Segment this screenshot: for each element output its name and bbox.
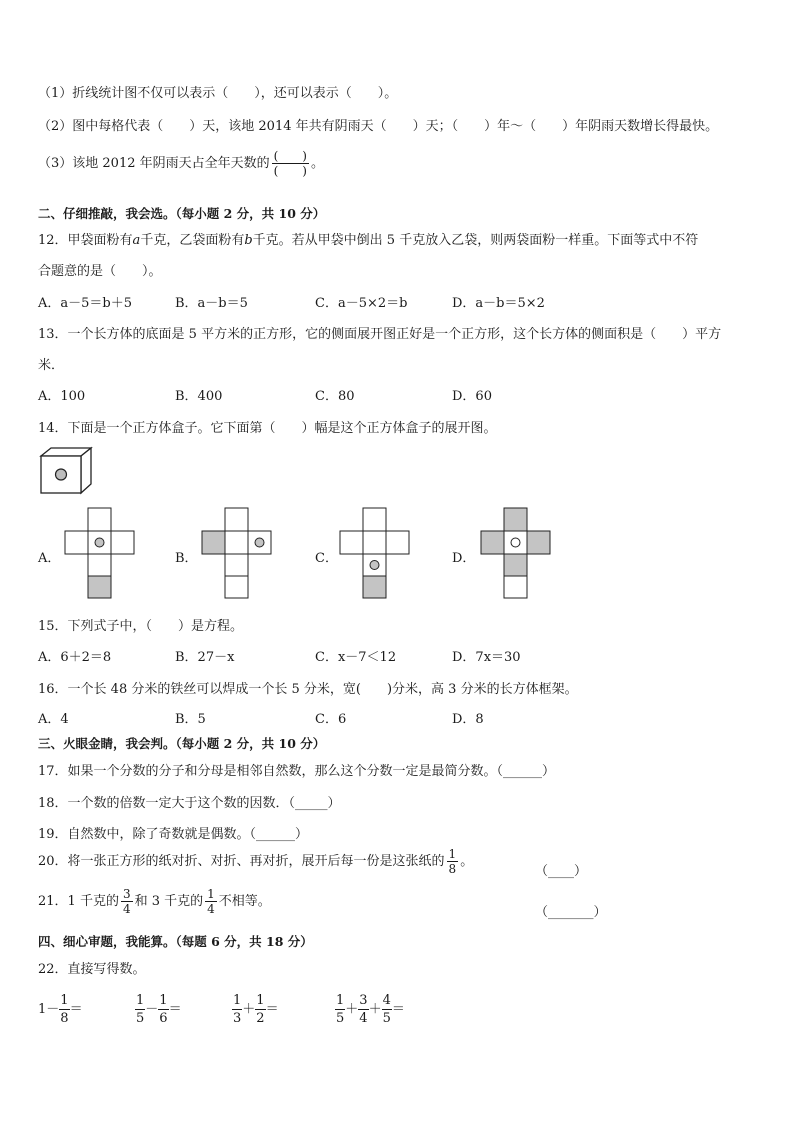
q14-option-d[interactable]: D．: [452, 551, 476, 566]
q16-option-d[interactable]: D．8: [452, 712, 484, 727]
q22-expression-4[interactable]: $\frac{1}{5}$ ＋ $\frac{3}{4}$ ＋ $\frac{4}{5}$ ＝: [336, 993, 405, 1026]
q21-answer-blank[interactable]: （_______）: [535, 905, 607, 920]
q15-option-b[interactable]: B．27－x: [175, 650, 235, 665]
q20-text: 20．将一张正方形的纸对折、对折、再对折，展开后每一份是这张纸的 $\frac{1}{8}$ 。: [38, 847, 474, 876]
section-2-heading: 二、仔细推敲，我会选。（每小题 2 分，共 10 分）: [38, 206, 326, 221]
q22-title: 22．直接写得数。: [38, 962, 146, 977]
q15-line1: 15．下列式子中，（ ）是方程。: [38, 619, 244, 634]
net-c-icon[interactable]: [339, 507, 411, 599]
q13-line2: 米．: [38, 358, 65, 373]
q12-option-b[interactable]: B．a－b＝5: [175, 296, 248, 311]
q16-option-a[interactable]: A．4: [38, 712, 69, 727]
q14-line1: 14．下面是一个正方体盒子。它下面第（ ）幅是这个正方体盒子的展开图。: [38, 421, 497, 436]
section-3-heading: 三、火眼金睛，我会判。（每小题 2 分，共 10 分）: [38, 736, 326, 751]
q15-option-c[interactable]: C．x－7＜12: [315, 650, 397, 665]
q14-option-c[interactable]: C．: [315, 551, 338, 566]
q14-option-a[interactable]: A．: [38, 551, 61, 566]
q16-line1: 16．一个长 48 分米的铁丝可以焊成一个长 5 分米，宽( )分米，高 3 分米的长方体框架。: [38, 682, 578, 697]
q15-option-d[interactable]: D．7x＝30: [452, 650, 521, 665]
q16-option-b[interactable]: B．5: [175, 712, 206, 727]
section-4-heading: 四、细心审题，我能算。（每题 6 分，共 18 分）: [38, 934, 313, 949]
q21-text: 21．1 千克的 $\frac{3}{4}$ 和 3 千克的 $\frac{1}{4}$ 不相等。: [38, 887, 271, 916]
q13-option-b[interactable]: B．400: [175, 389, 223, 404]
q19-text[interactable]: 19．自然数中，除了奇数就是偶数。（______）: [38, 827, 309, 842]
q22-expression-2[interactable]: $\frac{1}{5}$ － $\frac{1}{6}$ ＝: [136, 993, 182, 1026]
q16-option-c[interactable]: C．6: [315, 712, 347, 727]
q13-option-d[interactable]: D．60: [452, 389, 492, 404]
q13-line1: 13．一个长方体的底面是 5 平方米的正方形，它的侧面展开图正好是一个正方形，这个长方体的侧面积是（ ）平方: [38, 327, 722, 342]
fraction-3-4: $\frac{3}{4}$: [122, 887, 131, 916]
q13-option-a[interactable]: A．100: [38, 389, 86, 404]
net-d-icon[interactable]: [480, 507, 552, 599]
q11-part2: （2）图中每格代表（ ）天，该地 2014 年共有阴雨天（ ）天；（ ）年～（ ）年阴雨天数增长得最快。: [38, 119, 719, 134]
q13-option-c[interactable]: C．80: [315, 389, 355, 404]
net-a-icon[interactable]: [64, 507, 136, 599]
q20-answer-blank[interactable]: （____）: [535, 864, 588, 879]
q12-line1: 12．甲袋面粉有a千克，乙袋面粉有b千克。若从甲袋中倒出 5 千克放入乙袋，则两袋面粉一样重。下面等式中不符: [38, 233, 699, 248]
q18-text[interactable]: 18．一个数的倍数一定大于这个数的因数．（_____）: [38, 796, 341, 811]
q22-expression-3[interactable]: $\frac{1}{3}$ ＋ $\frac{1}{2}$ ＝: [233, 993, 279, 1026]
net-b-icon[interactable]: [201, 507, 273, 599]
q12-option-c[interactable]: C．a－5×2＝b: [315, 296, 408, 311]
q14-option-b[interactable]: B．: [175, 551, 198, 566]
q11-blank-fraction[interactable]: $\frac{( )}{( )}$: [273, 149, 307, 178]
q11-part1: （1）折线统计图不仅可以表示（ ），还可以表示（ ）。: [38, 86, 398, 101]
q17-text[interactable]: 17．如果一个分数的分子和分母是相邻自然数，那么这个分数一定是最简分数。（______）: [38, 764, 556, 779]
q12-option-d[interactable]: D．a－b＝5×2: [452, 296, 545, 311]
q12-option-a[interactable]: A．a－5＝b＋5: [38, 296, 133, 311]
q22-expression-1[interactable]: 1－ $\frac{1}{8}$ ＝: [38, 993, 83, 1026]
fraction-1-8: $\frac{1}{8}$: [448, 847, 457, 876]
q15-option-a[interactable]: A．6＋2＝8: [38, 650, 112, 665]
cube-figure: [38, 446, 94, 496]
q12-line2: 合题意的是（ ）。: [38, 264, 162, 279]
q11-part3: （3）该地 2012 年阴雨天占全年天数的 $\frac{( )}{( )}$ 。: [38, 149, 325, 178]
fraction-1-4: $\frac{1}{4}$: [207, 887, 215, 916]
